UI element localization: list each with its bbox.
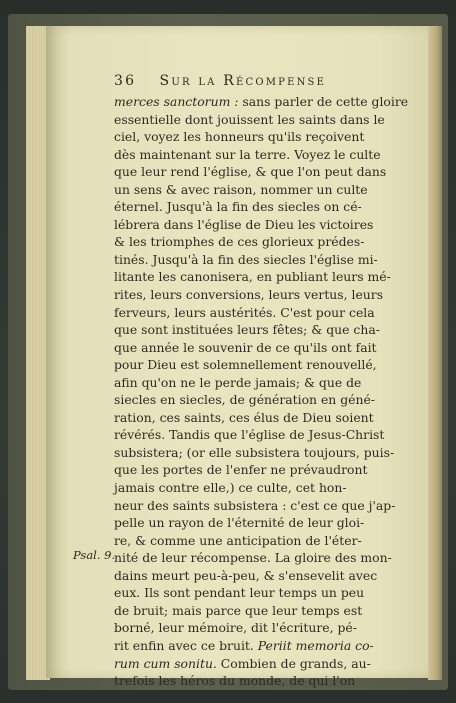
text-line [114,321,426,339]
text-line [114,461,426,479]
running-title: Sur la Récompense [159,73,327,89]
text-line [114,216,426,234]
body-text [114,93,426,690]
text-line [114,637,426,655]
line-text: dès maintenant sur la terre. Voyez le culte [114,146,381,162]
line-text: siecles en siecles, de génération en géné- [114,392,375,408]
text-line [114,286,426,304]
line-text: dains meurt peu-à-peu, & s'ensevelit avec [114,567,378,583]
line-text: que sont instituées leurs fêtes; & que cha- [114,322,380,338]
line-text: ferveurs, leurs austérités. C'est pour cela [114,304,375,320]
line-text: tinés. Jusqu'à la fin des siecles l'église mi- [114,251,378,267]
italic-latin-text: rum cum sonitu. [114,655,217,671]
line-text: de bruit; mais parce que leur temps est [114,602,363,618]
text-line [114,584,426,602]
margin-citation: Psal. 9. [73,548,116,562]
text-line [114,532,426,550]
text-line [114,339,426,357]
line-text: rit enfin avec ce bruit. [114,637,258,653]
line-text: nité de leur récompense. La gloire des mon- [114,550,392,566]
line-text: jamais contre elle,) ce culte, cet hon- [114,480,347,496]
line-text: Combien de grands, au- [216,655,371,671]
text-line [114,374,426,392]
line-text: pelle un rayon de l'éternité de leur gloi- [114,515,365,531]
text-line [114,479,426,497]
text-line [114,602,426,620]
text-line [114,251,426,269]
line-text: ration, ces saints, ces élus de Dieu soient [114,409,374,425]
text-line [114,356,426,374]
text-line [114,163,426,181]
line-text: litante les canonisera, en publiant leurs mé- [114,269,391,285]
italic-latin-text: Periit memoria co- [257,637,374,653]
text-line [114,409,426,427]
text-line [114,181,426,199]
line-text: que année le souvenir de ce qu'ils ont fait [114,339,377,355]
line-text: sans parler de cette gloire [238,94,409,109]
text-line [114,655,426,673]
running-header [114,73,404,93]
text-line [114,619,426,637]
line-text: & les triomphes de ces glorieux prédes- [114,234,365,250]
line-text: trefois les héros du monde, de qui l'on [114,673,356,689]
text-line [114,233,426,251]
text-line [114,444,426,462]
line-text: eux. Ils sont pendant leur temps un peu [114,585,365,601]
text-line [114,497,426,515]
line-text: rites, leurs conversions, leurs vertus, leurs [114,287,384,303]
text-line [114,268,426,286]
line-text: révérés. Tandis que l'église de Jesus-Christ [114,427,385,443]
text-line [114,391,426,409]
line-text: éternel. Jusqu'à la fin des siecles on cé- [114,199,362,215]
line-text: que les portes de l'enfer ne prévaudront [114,462,368,478]
text-line [114,672,426,690]
line-text: subsistera; (or elle subsistera toujours, puis- [114,444,395,460]
line-text: afin qu'on ne le perde jamais; & que de [114,374,362,390]
page-fold-edge [428,26,442,680]
line-text: pour Dieu est solemnellement renouvellé, [114,357,377,373]
italic-latin-text: merces sanctorum : [114,94,239,109]
text-line [114,111,426,129]
line-text: un sens & avec raison, nommer un culte [114,181,368,197]
text-line [114,426,426,444]
text-line [114,549,426,567]
line-text: essentielle dont jouissent les saints dans le [114,111,385,127]
text-line [114,146,426,164]
text-line [114,198,426,216]
line-text: ciel, voyez les honneurs qu'ils reçoivent [114,129,365,145]
line-text: que leur rend l'église, & que l'on peut dans [114,164,387,180]
text-line [114,567,426,585]
line-text: borné, leur mémoire, dit l'écriture, pé- [114,620,357,636]
text-line [114,514,426,532]
line-text: re, & comme une anticipation de l'éter- [114,532,362,548]
line-text: neur des saints subsistera : c'est ce que j'ap- [114,497,396,513]
text-line [114,128,426,146]
text-line [114,93,426,111]
text-line [114,304,426,322]
line-text: lébrera dans l'église de Dieu les victoires [114,216,374,232]
page-number: 36 [114,73,137,89]
